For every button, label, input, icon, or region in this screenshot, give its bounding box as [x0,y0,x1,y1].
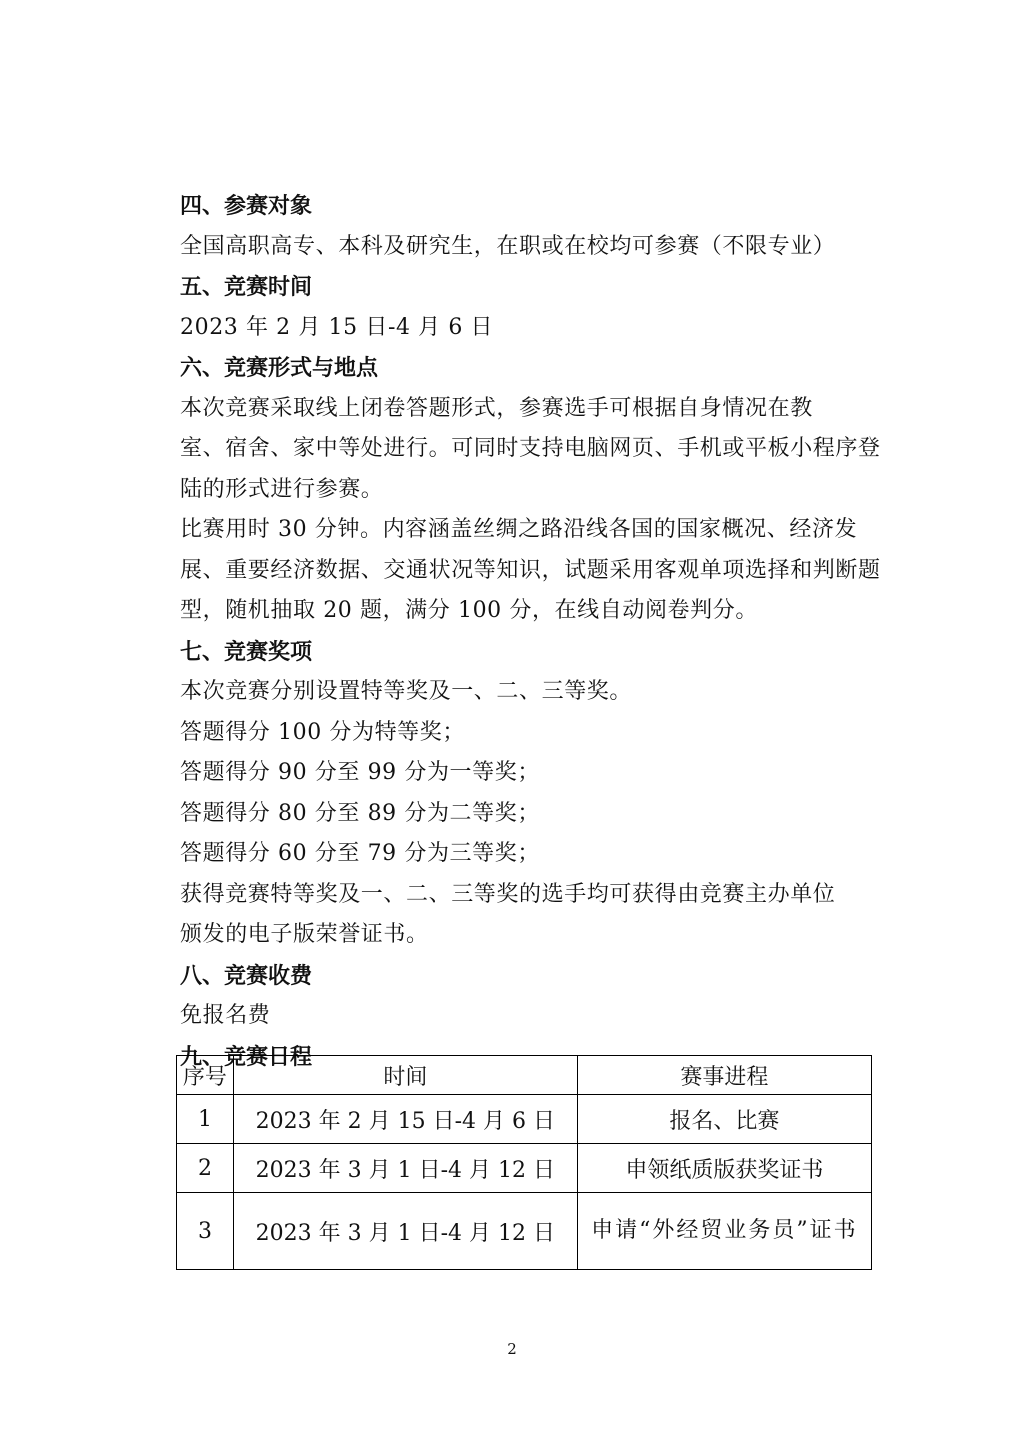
header-time: 时间 [233,1056,577,1095]
format-line-6: 型，随机抽取 20 题，满分 100 分，在线自动阅卷判分。 [180,598,758,623]
awards-line-3: 答题得分 90 分至 99 分为一等奖； [180,760,540,785]
heading-schedule: 九、竞赛日程 [180,1043,313,1070]
table-header-row [177,1056,872,1095]
format-line-2: 室、宿舍、家中等处进行。可同时支持电脑网页、手机或平板小程序登 [180,436,881,461]
header-progress: 赛事进程 [577,1056,871,1095]
fees-text: 免报名费 [180,1003,271,1028]
row-index: 2 [177,1144,234,1193]
awards-line-4: 答题得分 80 分至 89 分为二等奖； [180,800,540,826]
table-row [177,1144,872,1193]
format-line-4: 比赛用时 30 分钟。内容涵盖丝绸之路沿线各国的国家概况、经济发 [180,517,858,542]
participants-text: 全国高职高专、本科及研究生，在职或在校均可参赛（不限专业） [180,233,836,259]
row-index: 1 [177,1095,234,1144]
time-text: 2023 年 2 月 15 日-4 月 6 日 [180,314,494,340]
header-index: 序号 [177,1056,234,1095]
row-progress: 申领纸质版获奖证书 [577,1144,871,1193]
row-time: 2023 年 2 月 15 日-4 月 6 日 [233,1095,577,1144]
row-time: 2023 年 3 月 1 日-4 月 12 日 [233,1193,577,1270]
format-line-5: 展、重要经济数据、交通状况等知识，试题采用客观单项选择和判断题 [180,557,881,583]
heading-awards: 七、竞赛奖项 [180,638,313,665]
table-row [177,1095,872,1144]
awards-line-1: 本次竞赛分别设置特等奖及一、二、三等奖。 [180,679,633,704]
format-line-1: 本次竞赛采取线上闭卷答题形式，参赛选手可根据自身情况在教 [180,395,813,421]
awards-line-7: 颁发的电子版荣誉证书。 [180,922,429,947]
heading-time: 五、竞赛时间 [180,274,313,300]
document-body [180,186,892,1077]
heading-participants: 四、参赛对象 [180,193,313,219]
heading-format: 六、竞赛形式与地点 [180,355,379,381]
schedule-table [176,1055,872,1270]
awards-line-2: 答题得分 100 分为特等奖； [180,719,465,745]
awards-line-6: 获得竞赛特等奖及一、二、三等奖的选手均可获得由竞赛主办单位 [180,881,836,907]
page-number: 2 [507,1340,517,1358]
row-progress: 申请“外经贸业务员”证书 [577,1193,871,1270]
awards-line-5: 答题得分 60 分至 79 分为三等奖； [180,841,540,866]
table-row [177,1193,872,1270]
heading-fees: 八、竞赛收费 [180,962,313,989]
row-progress: 报名、比赛 [577,1095,871,1144]
format-line-3: 陆的形式进行参赛。 [180,476,384,502]
row-time: 2023 年 3 月 1 日-4 月 12 日 [233,1144,577,1193]
row-index: 3 [177,1193,234,1270]
